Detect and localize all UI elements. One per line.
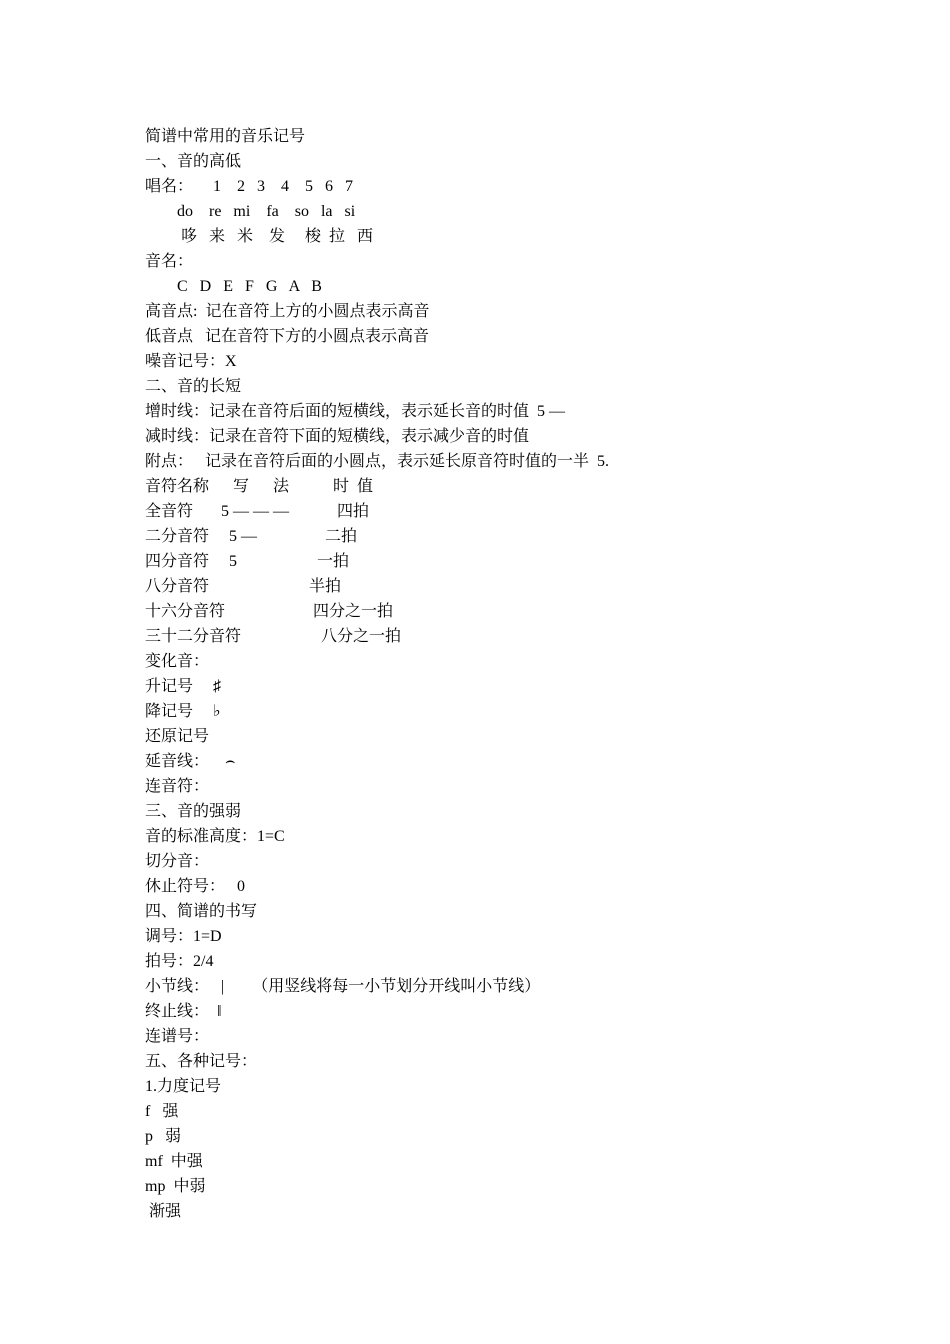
note-names-line: C D E F G A B — [145, 278, 322, 295]
low-dot-line: 低音点 记在音符下方的小圆点表示高音 — [145, 328, 430, 345]
section-heading-pitch: 一、音的高低 — [145, 153, 242, 170]
rest-symbol-line: 休止符号： 0 — [145, 878, 246, 895]
accidentals-label: 变化音： — [145, 653, 210, 670]
high-dot-line: 高音点: 记在音符上方的小圆点表示高音 — [145, 303, 430, 320]
natural-line: 还原记号 — [145, 728, 210, 745]
noise-mark-line: 噪音记号：X — [145, 353, 237, 370]
dotted-note-text: 附点： 记录在音符后面的小圆点，表示延长原音符时值的一半 5. — [145, 453, 610, 470]
standard-pitch-line: 音的标准高度：1=C — [145, 828, 285, 845]
brace-line-text: 连谱号： — [145, 1028, 210, 1045]
extension-line-text: 增时线：记录在音符后面的短横线，表示延长音的时值 5 — — [145, 403, 566, 420]
note-table-row: 十六分音符 四分之一拍 — [145, 603, 394, 620]
doc-title: 简谱中常用的音乐记号 — [145, 128, 306, 145]
section-heading-marks: 五、各种记号： — [145, 1053, 258, 1070]
tuplet-line: 连音符： — [145, 778, 210, 795]
section-heading-writing: 四、简谱的书写 — [145, 903, 258, 920]
solfege-syllables-line: do re mi fa so la si — [145, 203, 356, 220]
reduction-line-text: 减时线：记录在音符下面的短横线，表示减少音的时值 — [145, 428, 530, 445]
tie-line: 延音线： ⌢ — [145, 753, 236, 770]
section-heading-duration: 二、音的长短 — [145, 378, 242, 395]
dynamics-heading: 1.力度记号 — [145, 1078, 222, 1095]
flat-line: 降记号 ♭ — [145, 703, 221, 720]
note-table-header: 音符名称 写 法 时 值 — [145, 478, 374, 495]
dynamic-mezzo-piano: mp 中弱 — [145, 1178, 206, 1195]
final-bar-line-text: 终止线： ‖ — [145, 1003, 222, 1020]
note-table-row: 三十二分音符 八分之一拍 — [145, 628, 402, 645]
section-heading-dynamics: 三、音的强弱 — [145, 803, 242, 820]
note-table-row: 全音符 5 — — — 四拍 — [145, 503, 370, 520]
key-signature-line: 调号：1=D — [145, 928, 222, 945]
sharp-line: 升记号 ♯ — [145, 678, 222, 695]
note-names-label: 音名： — [145, 253, 194, 270]
dynamic-piano: p 弱 — [145, 1128, 182, 1145]
bar-line-text: 小节线： | （用竖线将每一小节划分开线叫小节线） — [145, 978, 541, 995]
solfege-numbers-line: 唱名： 1 2 3 4 5 6 7 — [145, 178, 354, 195]
note-table-row: 四分音符 5 一拍 — [145, 553, 350, 570]
dynamic-mezzo-forte: mf 中强 — [145, 1153, 203, 1170]
solfege-chinese-line: 哆 来 米 发 梭 拉 西 — [145, 228, 374, 245]
note-table-row: 八分音符 半拍 — [145, 578, 342, 595]
dynamic-crescendo: 渐强 — [145, 1203, 182, 1220]
syncopation-line: 切分音： — [145, 853, 210, 870]
dynamic-forte: f 强 — [145, 1103, 179, 1120]
time-signature-line: 拍号：2/4 — [145, 953, 214, 970]
note-table-row: 二分音符 5 — 二拍 — [145, 528, 358, 545]
